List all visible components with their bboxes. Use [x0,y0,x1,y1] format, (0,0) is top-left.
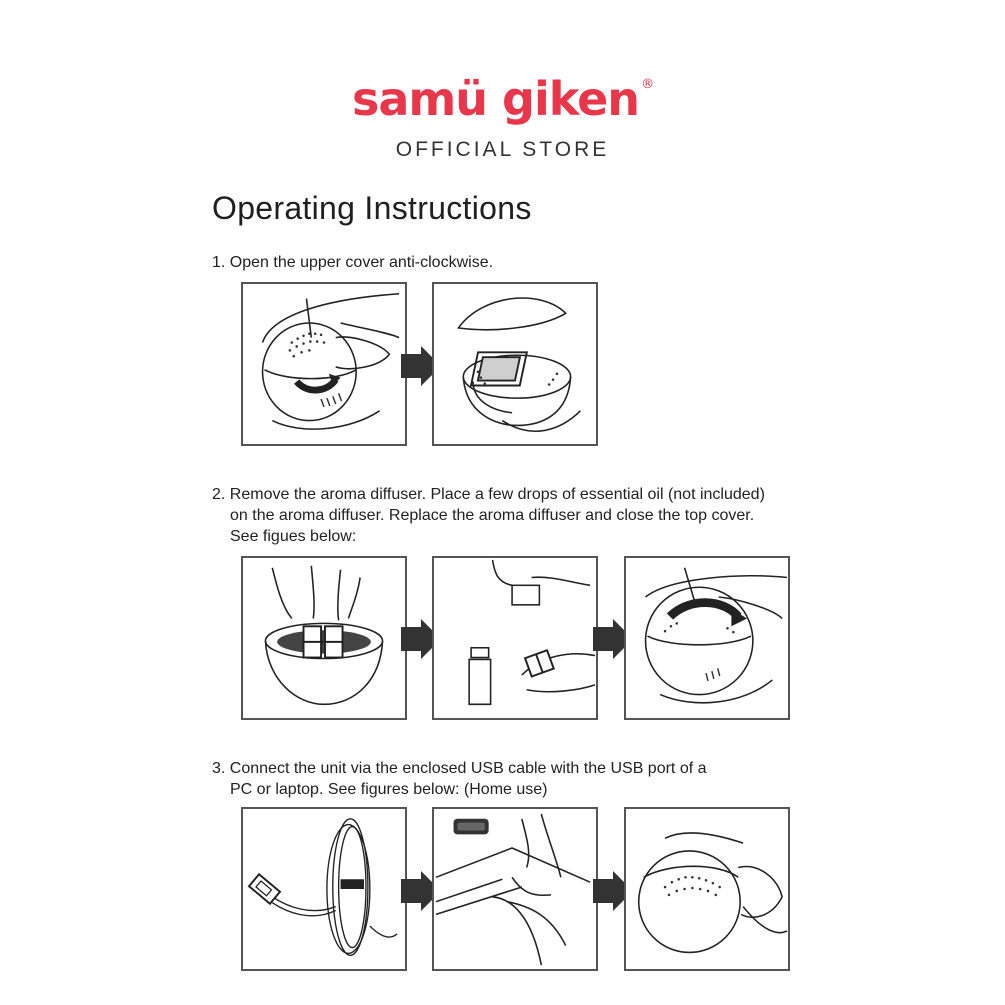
step-2-figure-3 [624,556,790,720]
step-1-figure-1 [241,282,407,446]
step-2-line-3: See figues below: [230,528,357,545]
step-3-figure-2 [432,807,598,971]
brand-name: samü giken [351,72,640,126]
step-3-line-2: PC or laptop. See figures below: (Home use) [230,781,548,798]
step-3-figure-1 [241,807,407,971]
store-subtitle: OFFICIAL STORE [395,138,610,161]
open-cover-icon [434,284,596,444]
step-3-text [212,758,707,800]
step-1-text [212,252,493,273]
step-2-figure-2 [432,556,598,720]
registered-mark: ® [641,77,654,92]
remove-diffuser-icon [243,558,405,718]
step-2-text [212,484,765,547]
laptop-plug-icon [434,809,596,969]
step-2-line-2: on the aroma diffuser. Replace the aroma diffuser and close the top cover. [230,507,755,524]
close-cover-icon [626,558,788,718]
step-2-figure-1 [241,556,407,720]
step-2-line-1: 2. Remove the aroma diffuser. Place a few drops of essential oil (not included) [212,486,765,503]
device-connected-icon [626,809,788,969]
step-1-figure-2 [432,282,598,446]
oil-drops-icon [434,558,596,718]
step-3-line-1: 3. Connect the unit via the enclosed USB cable with the USB port of a [212,760,707,777]
usb-cable-icon [243,809,405,969]
brand-logo [0,72,1005,126]
page-title: Operating Instructions [212,190,532,226]
step-3-figure-3 [624,807,790,971]
hands-rotate-cover-icon [243,284,405,444]
step-1-line-1: 1. Open the upper cover anti-clockwise. [212,254,494,271]
